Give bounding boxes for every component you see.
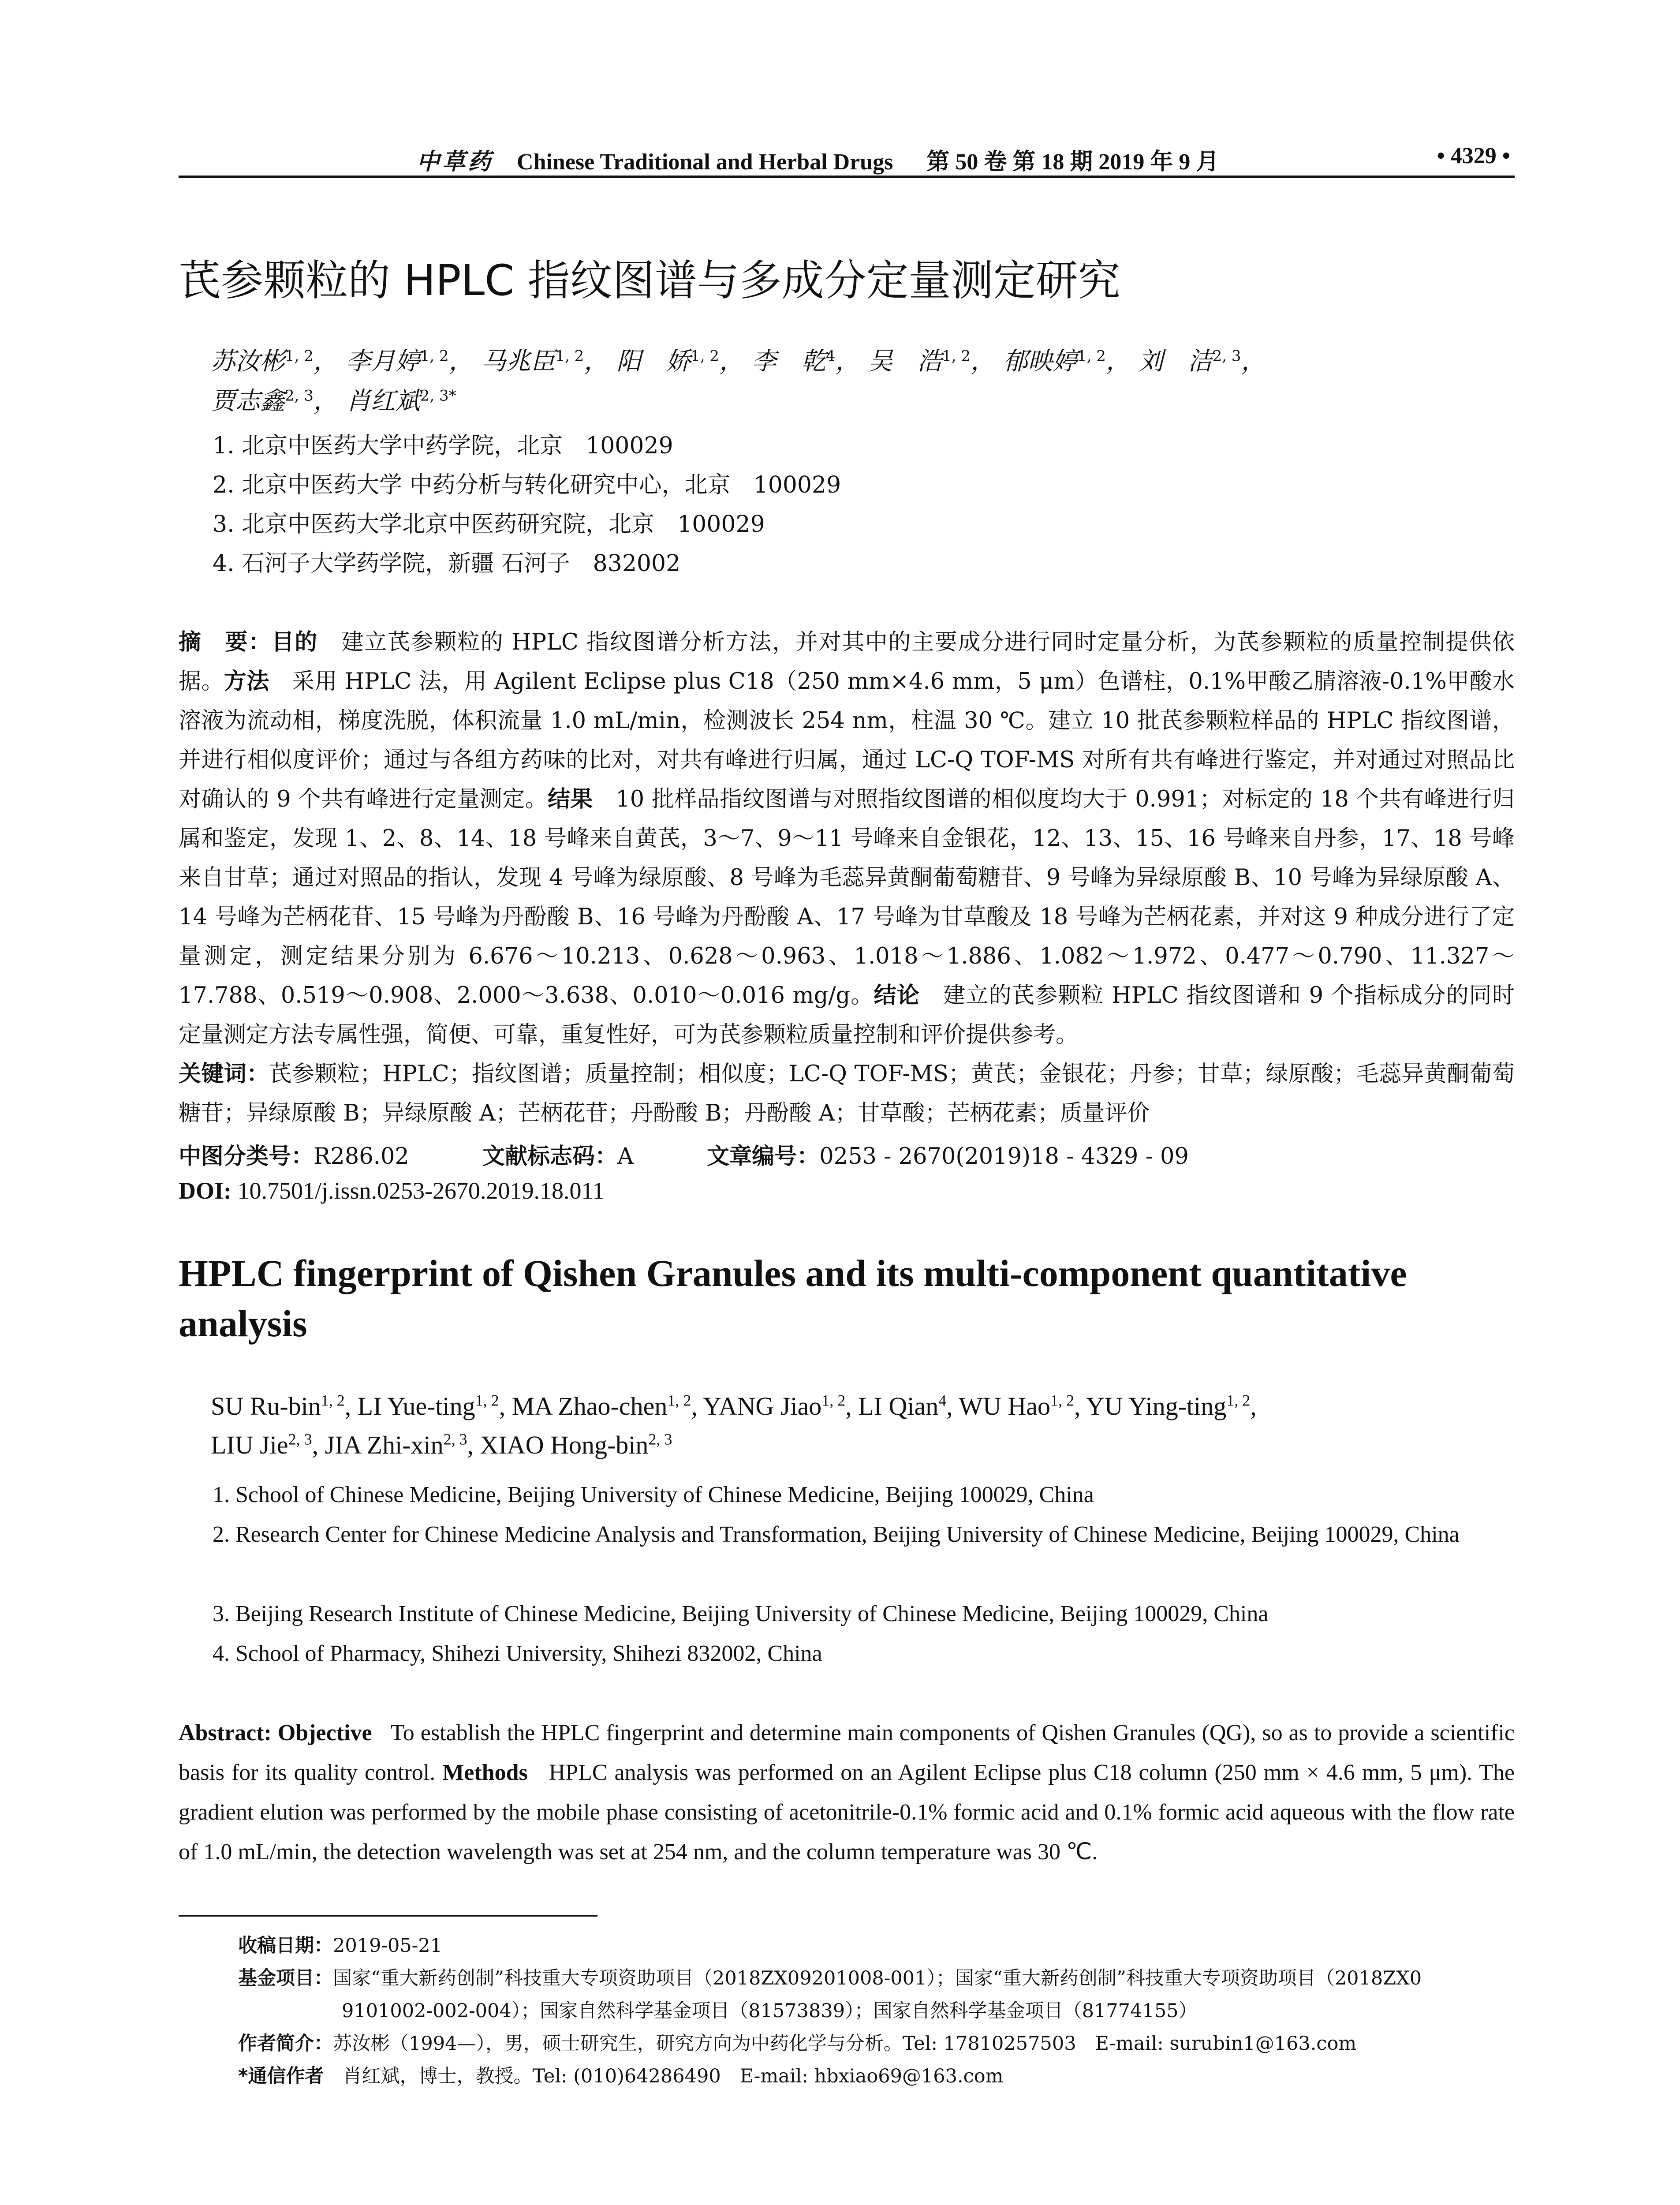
- author-en: LI Yue-ting$^{1, 2}$: [357, 1392, 499, 1421]
- objective-text: 建立芪参颗粒的 HPLC 指纹图谱分析方法，并对其中的主要成分进行同时定量分析，为芪参颗粒的质量控制提供依据。: [179, 629, 1515, 695]
- methods-text: 采用 HPLC 法，用 Agilent Eclipse plus C18（250 mm×4.6 mm，5 μm）色谱柱，0.1%甲酸乙腈溶液-0.1%甲酸水溶液为流动相，梯度洗脱，体积流量 1.0 mL/min，检测波长 254 nm，柱温 30 ℃。建立 10 批芪参颗粒样品的 HPLC 指纹图谱，并进行相似度评价；通过与各组方药味的比对，对共有峰进行归属，通过 LC-Q TOF-MS 对所有共有峰进行鉴定，并对通过对照品比对确认的 9 个共有峰进行定量测定。: [179, 669, 1515, 812]
- methods-label: 方法: [224, 669, 269, 695]
- clc-number: R286.02: [314, 1144, 409, 1170]
- affiliation-cn: 1. 北京中医药大学中药学院，北京 100029: [213, 433, 673, 459]
- conclusion-label: 结论: [874, 983, 920, 1009]
- issue-info: 第 50 卷 第 18 期 2019 年 9 月: [926, 149, 1219, 175]
- objective-label: 目的: [271, 629, 318, 655]
- author-cn: 肖红斌$^{2, 3*}$: [346, 387, 456, 415]
- author-cn: 李月婷$^{1, 2}$: [346, 347, 449, 376]
- affiliation-cn: 3. 北京中医药大学北京中医药研究院，北京 100029: [213, 511, 765, 538]
- footnote-received: 收稿日期：2019-05-21: [238, 1935, 442, 1957]
- author-en: MA Zhao-chen$^{1, 2}$: [511, 1392, 691, 1421]
- author-en: YU Ying-ting$^{1, 2}$: [1086, 1392, 1251, 1421]
- header-rule: [179, 176, 1515, 178]
- page-number: • 4329 •: [1437, 143, 1510, 168]
- methods-en-text: HPLC analysis was performed on an Agilent Eclipse plus C18 column (250 mm × 4.6 mm, 5 μm). The gradient elution was performed by the mobile phase consisting of acetonitrile-0.1% formic acid and 0.1% formic acid aqueous with the flow rate of 1.0 mL/min, the detection wavelength was set at 254 nm, and the column temperature was 30 ℃.: [179, 1760, 1515, 1865]
- author-en: JIA Zhi-xin$^{2, 3}$: [325, 1431, 467, 1460]
- title-en: HPLC fingerprint of Qishen Granules and its multi-component quantitative analysis: [179, 1252, 1407, 1345]
- results-label: 结果: [548, 786, 593, 812]
- journal-name-cn: 中草药: [417, 149, 494, 175]
- affiliation-en: 2. Research Center for Chinese Medicine Analysis and Transformation, Beijing University of Chinese Medicine, Beijing 100029, China: [213, 1522, 1460, 1547]
- abstract-en: [179, 1713, 1515, 1872]
- abstract-cn: [179, 623, 1515, 1133]
- keywords-text: 芪参颗粒；HPLC；指纹图谱；质量控制；相似度；LC-Q TOF-MS；黄芪；金银花；丹参；甘草；绿原酸；毛蕊异黄酮葡萄糖苷；异绿原酸 B；异绿原酸 A；芒柄花苷；丹酚酸 B；丹酚酸 A；甘草酸；芒柄花素；质量评价: [179, 1061, 1515, 1126]
- doi-line: DOI: 10.7501/j.issn.0253-2670.2019.18.011: [179, 1177, 605, 1204]
- abstract-label: 摘 要：: [179, 629, 272, 655]
- footnote-corresponding: *通信作者 肖红斌，博士，教授。Tel: (010)64286490 E-mail: hbxiao69@163.com: [238, 2065, 1004, 2087]
- abstract-en-label: Abstract: Objective: [179, 1720, 372, 1745]
- affiliation-cn: 4. 石河子大学药学院，新疆 石河子 832002: [213, 550, 681, 577]
- author-cn: 阳 娇$^{1, 2}$: [616, 347, 719, 376]
- author-en: YANG Jiao$^{1, 2}$: [703, 1392, 846, 1421]
- author-cn: 贾志鑫$^{2, 3}$: [211, 387, 314, 415]
- authors-cn-line1: 苏汝彬$^{1, 2}$， 李月婷$^{1, 2}$， 马兆臣$^{1, 2}$， 阳 娇$^{1, 2}$， 李 乾$^4$， 吴 浩$^{1, 2}$， 郁映婷$^{1, 2}$， 刘 洁$^{2, 3}$，: [211, 347, 1266, 376]
- article-number: 0253 - 2670(2019)18 - 4329 - 09: [819, 1144, 1189, 1170]
- author-cn: 郁映婷$^{1, 2}$: [1003, 347, 1106, 376]
- results-text: 10 批样品指纹图谱与对照指纹图谱的相似度均大于 0.991；对标定的 18 个共有峰进行归属和鉴定，发现 1、2、8、14、18 号峰来自黄芪，3～7、9～11 号峰来自金银花，12、13、15、16 号峰来自丹参，17、18 号峰来自甘草；通过对照品的指认，发现 4 号峰为绿原酸、8 号峰为毛蕊异黄酮葡萄糖苷、9 号峰为异绿原酸 B、10 号峰为异绿原酸 A、14 号峰为芒柄花苷、15 号峰为丹酚酸 B、16 号峰为丹酚酸 A、17 号峰为甘草酸及 18 号峰为芒柄花素，并对这 9 种成分进行了定量测定，测定结果分别为 6.676～10.213、0.628～0.963、1.018～1.886、1.082～1.972、0.477～0.790、11.327～17.788、0.519～0.908、2.000～3.638、0.010～0.016 mg/g。: [179, 786, 1515, 1009]
- author-cn: 李 乾$^4$: [751, 347, 836, 376]
- author-en: LIU Jie$^{2, 3}$: [211, 1431, 312, 1460]
- affiliation-en: 3. Beijing Research Institute of Chinese Medicine, Beijing University of Chinese Medicine, Beijing 100029, China: [213, 1601, 1269, 1626]
- author-en: WU Hao$^{1, 2}$: [959, 1392, 1074, 1421]
- author-en: XIAO Hong-bin$^{2, 3}$: [480, 1431, 672, 1460]
- footnote-fund-cont: 9101002-002-004）；国家自然科学基金项目（81573839）；国家自然科学基金项目（81774155）: [342, 2000, 1198, 2022]
- affiliation-cn: 2. 北京中医药大学 中药分析与转化研究中心，北京 100029: [213, 472, 841, 498]
- doi-link[interactable]: 10.7501/j.issn.0253-2670.2019.18.011: [237, 1177, 605, 1204]
- classification-line: 中图分类号：R286.02 文献标志码：A 文章编号：0253 - 2670(2019)18 - 4329 - 09: [179, 1144, 1189, 1170]
- authors-cn-line2: 贾志鑫$^{2, 3}$， 肖红斌$^{2, 3*}$: [211, 387, 456, 415]
- methods-en-label: Methods: [442, 1760, 528, 1785]
- objective-en-text: To establish the HPLC fingerprint and determine main components of Qishen Granules (QG), so as to provide a scientific basis for its quality control.: [179, 1720, 1515, 1785]
- authors-en-line1: SU Ru-bin$^{1, 2}$, LI Yue-ting$^{1, 2}$, MA Zhao-chen$^{1, 2}$, YANG Jiao$^{1, 2}$, LI Qian$^4$, WU Hao$^{1, 2}$, YU Ying-ting$^{1, 2}$,: [211, 1392, 1257, 1421]
- author-en: SU Ru-bin$^{1, 2}$: [211, 1392, 345, 1421]
- conclusion-text: 建立的芪参颗粒 HPLC 指纹图谱和 9 个指标成分的同时定量测定方法专属性强，简便、可靠，重复性好，可为芪参颗粒质量控制和评价提供参考。: [179, 983, 1515, 1048]
- footnote-fund: 基金项目：国家“重大新药创制”科技重大专项资助项目（2018ZX09201008-001）；国家“重大新药创制”科技重大专项资助项目（2018ZX0: [238, 1967, 1422, 1989]
- journal-name-en: Chinese Traditional and Herbal Drugs: [517, 149, 893, 175]
- author-cn: 马兆臣$^{1, 2}$: [481, 347, 584, 376]
- author-cn: 苏汝彬$^{1, 2}$: [211, 347, 314, 376]
- affiliation-en: 4. School of Pharmacy, Shihezi University, Shihezi 832002, China: [213, 1641, 822, 1666]
- journal-name: [417, 143, 1219, 176]
- title-cn: 芪参颗粒的 HPLC 指纹图谱与多成分定量测定研究: [179, 256, 1120, 305]
- doc-code: A: [617, 1144, 634, 1170]
- keywords-label: 关键词：: [179, 1061, 269, 1087]
- author-cn: 吴 浩$^{1, 2}$: [868, 347, 971, 376]
- authors-en-line2: LIU Jie$^{2, 3}$, JIA Zhi-xin$^{2, 3}$, XIAO Hong-bin$^{2, 3}$: [211, 1431, 672, 1460]
- footnote-author: 作者简介：苏汝彬（1994—），男，硕士研究生，研究方向为中药化学与分析。Tel: 17810257503 E-mail: surubin1@163.com: [238, 2033, 1357, 2055]
- affiliation-en: 1. School of Chinese Medicine, Beijing University of Chinese Medicine, Beijing 100029, China: [213, 1482, 1094, 1507]
- author-en: LI Qian$^4$: [858, 1392, 947, 1421]
- footnote-rule: [179, 1915, 597, 1917]
- author-cn: 刘 洁$^{2, 3}$: [1138, 347, 1241, 376]
- running-header: [179, 140, 1515, 176]
